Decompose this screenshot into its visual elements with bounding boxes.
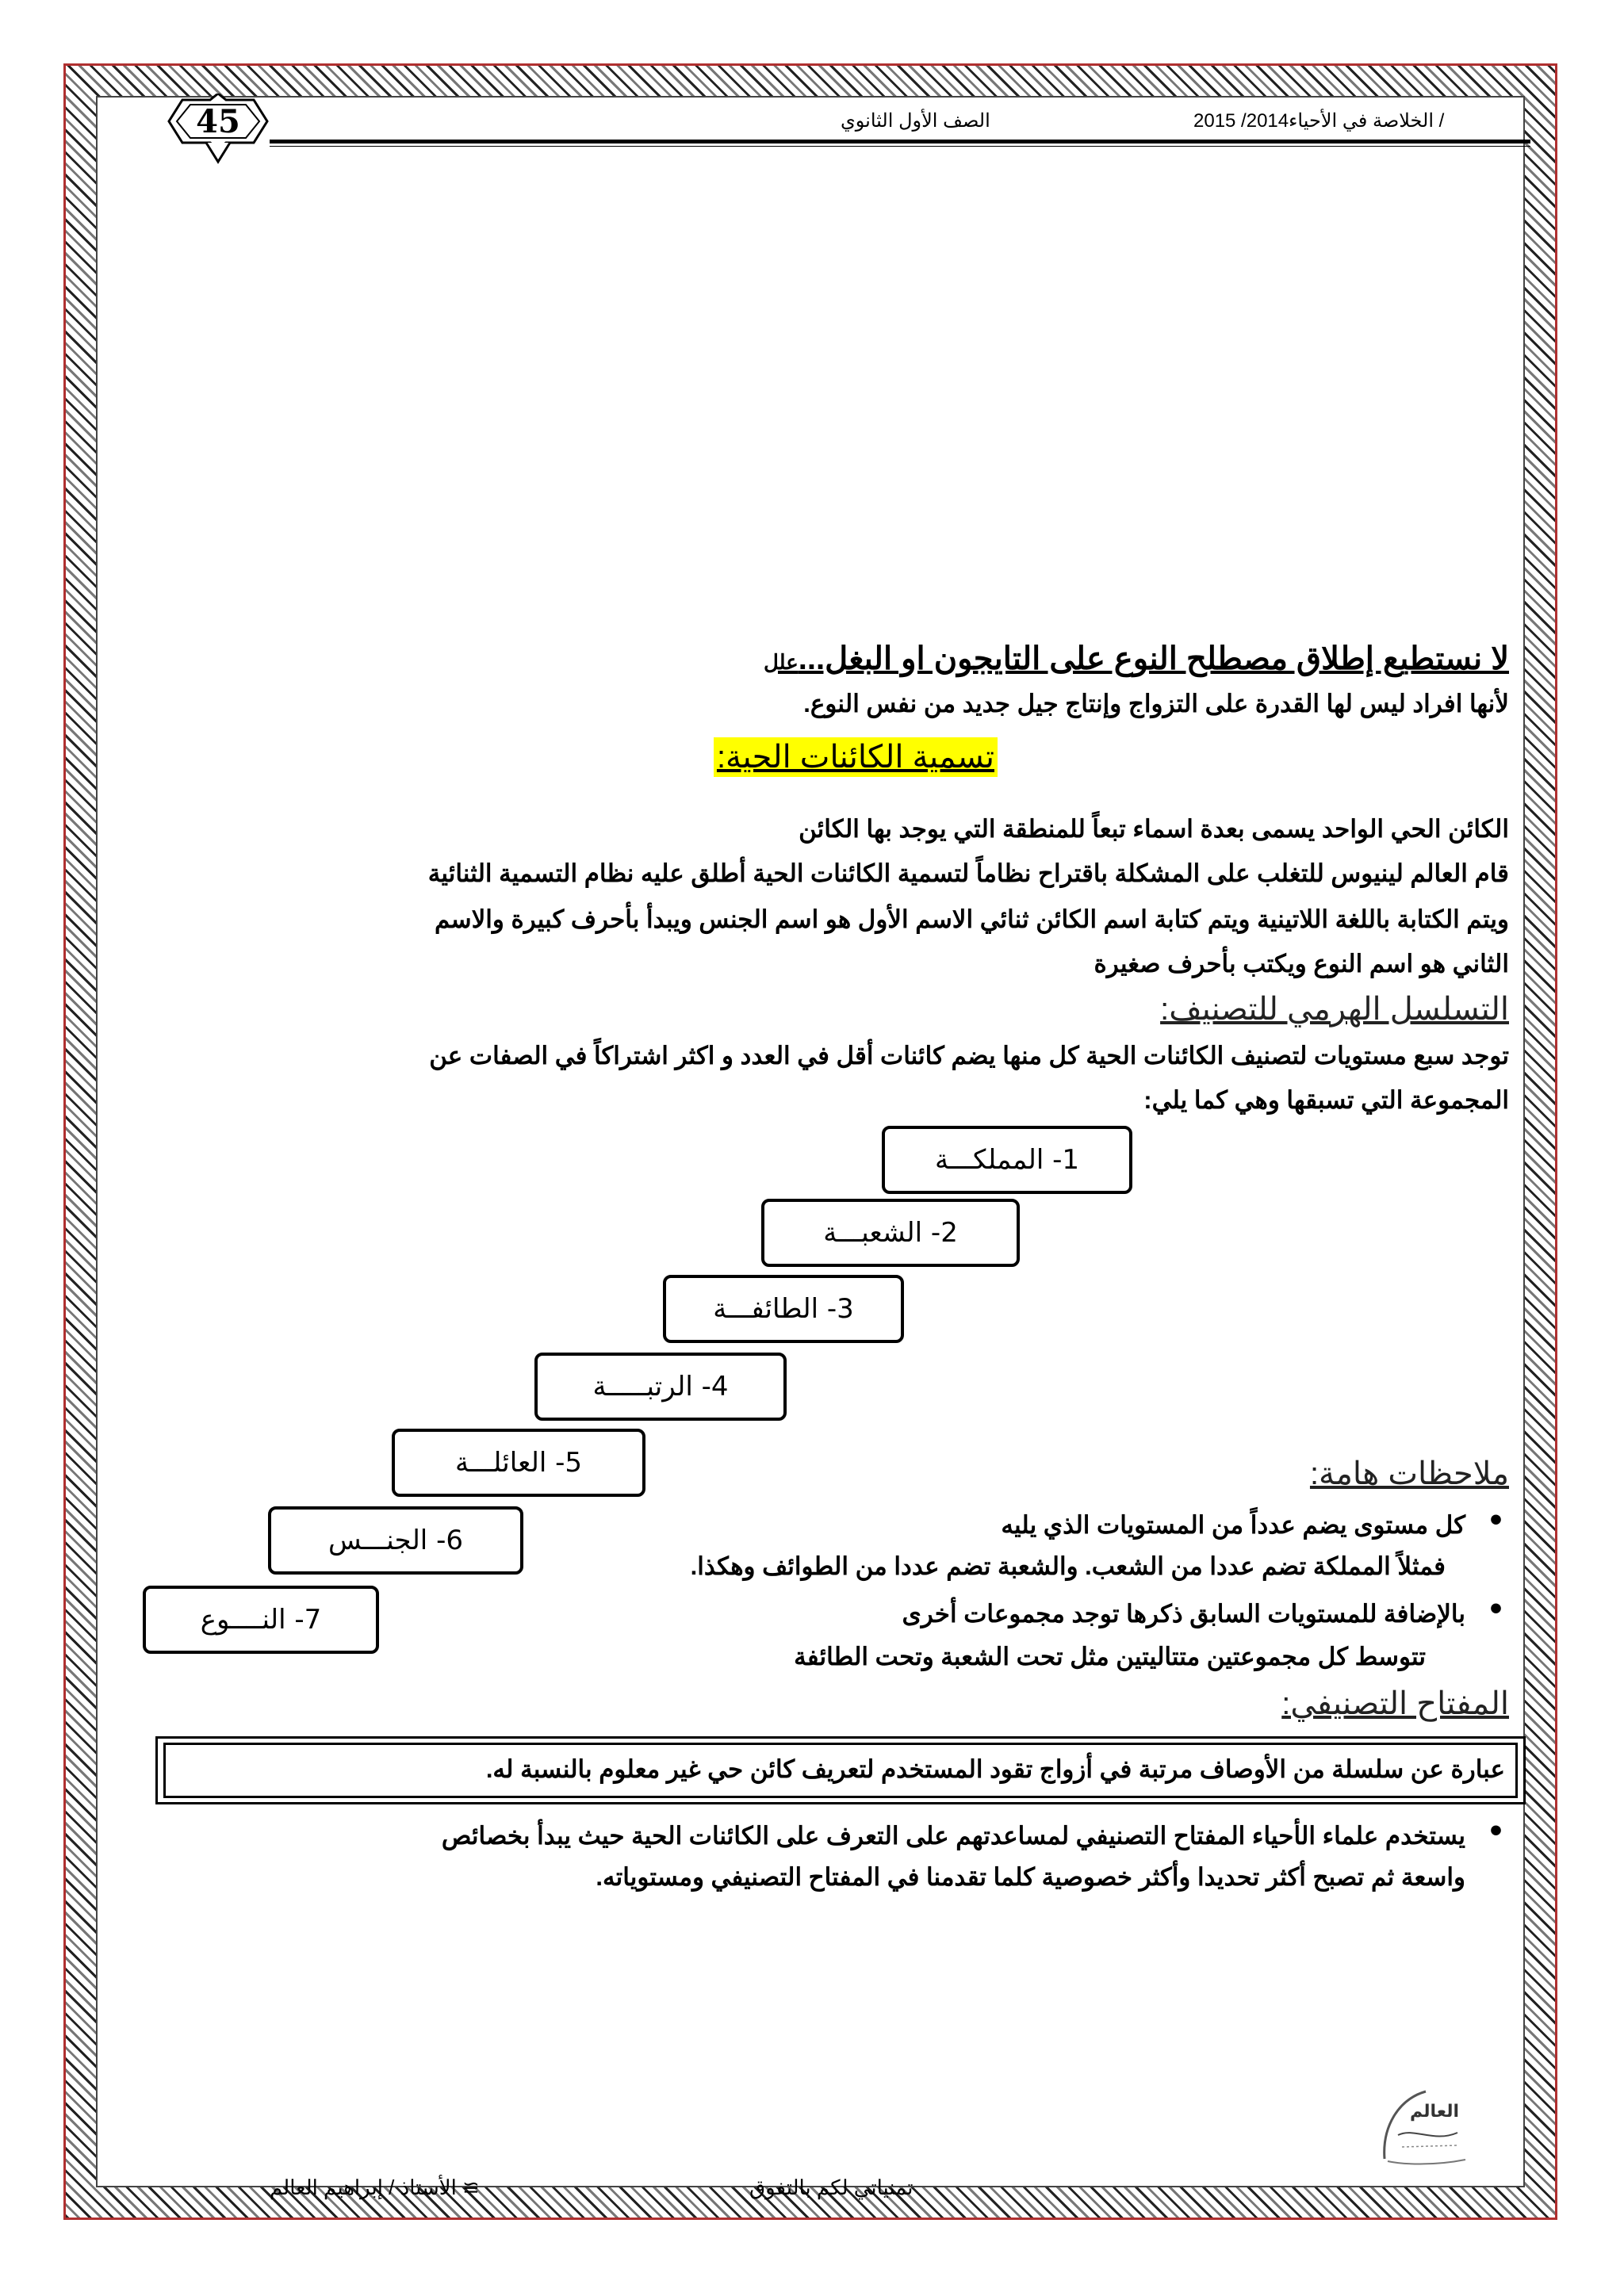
author-logo <box>1378 2084 1473 2171</box>
naming-line-3: ويتم الكتابة باللغة اللاتينية ويتم كتابة اسم الكائن ثنائي الاسم الأول هو اسم الجنس ويبدأ بأحرف كبيرة والاسم <box>434 905 1509 933</box>
grade-label: الصف الأول الثانوي <box>841 110 990 132</box>
hierarchy-line-2: المجموعة التي تسبقها وهي كما يلي: <box>1143 1086 1509 1114</box>
logo-text: العالم <box>1410 2102 1459 2122</box>
footer-wish: تمنياتي لكم بالتفوق <box>749 2175 914 2199</box>
key-usage-line-2: واسعة ثم تصبح أكثر تحديدا وأكثر خصوصية كلما تقدمنا في المفتاح التصنيفي ومستوياته. <box>596 1863 1465 1891</box>
question-title: لا نستطيع إطلاق مصطلح النوع على التايجون او البغل...علل <box>763 641 1509 676</box>
note-2-line-1: بالإضافة للمستويات السابق ذكرها توجد مجموعات أخرى <box>902 1600 1465 1628</box>
header-rule-thin <box>270 146 1530 147</box>
key-definition: عبارة عن سلسلة من الأوصاف مرتبة في أزواج تقود المستخدم لتعريف كائن حي غير معلوم بالنسبة له. <box>485 1755 1505 1783</box>
taxonomy-step-species: 7- النــــوع <box>143 1586 379 1654</box>
taxonomy-step-class: 3- الطائفـــة <box>663 1275 904 1343</box>
page-number: 45 <box>196 102 240 140</box>
taxonomy-step-family: 5- العائلـــة <box>392 1429 645 1497</box>
footer-teacher: ≅ الأستاذ / إبراهيم العالم <box>270 2175 480 2199</box>
key-usage-line-1: يستخدم علماء الأحياء المفتاح التصنيفي لمساعدتهم على التعرف على الكائنات الحية حيث يبدأ بخصائص <box>441 1822 1465 1850</box>
key-heading: المفتاح التصنيفي: <box>1281 1686 1509 1721</box>
book-title: / الخلاصة في الأحياء2014/ 2015 <box>1193 110 1445 132</box>
hierarchy-heading: التسلسل الهرمي للتصنيف: <box>1160 992 1509 1027</box>
taxonomy-step-kingdom: 1- المملكـــة <box>882 1126 1132 1194</box>
taxonomy-step-genus: 6- الجنـــس <box>268 1506 523 1575</box>
notes-heading: ملاحظات هامة: <box>1309 1456 1509 1491</box>
question-answer: لأنها افراد ليس لها القدرة على التزواج وإنتاج جيل جديد من نفس النوع. <box>803 690 1509 718</box>
naming-line-2: قام العالم لينيوس للتغلب على المشكلة باقتراح نظاماً لتسمية الكائنات الحية أطلق عليه نظام التسمية الثنائية <box>427 859 1509 887</box>
taxonomy-step-phylum: 2- الشعبـــة <box>761 1199 1020 1267</box>
question-tag: علل <box>763 650 799 674</box>
naming-heading: تسمية الكائنات الحية: <box>714 737 998 777</box>
note-2-line-2: تتوسط كل مجموعتين متتاليتين مثل تحت الشعبة وتحت الطائفة <box>794 1643 1426 1670</box>
bullet-dot: • <box>1486 1505 1505 1537</box>
bullet-dot: • <box>1486 1594 1505 1626</box>
naming-line-4: الثاني هو اسم النوع ويكتب بأحرف صغيرة <box>1094 950 1509 978</box>
taxonomy-step-order: 4- الرتبـــــة <box>534 1353 787 1421</box>
note-1-line-2: فمثلاً المملكة تضم عددا من الشعب. والشعبة تضم عددا من الطوائف وهكذا. <box>690 1552 1446 1580</box>
header-rule <box>270 140 1530 144</box>
hierarchy-line-1: توجد سبع مستويات لتصنيف الكائنات الحية كل منها يضم كائنات أقل في العدد و اكثر اشتراكاً في الصفات عن <box>429 1042 1509 1070</box>
naming-line-1: الكائن الحي الواحد يسمى بعدة اسماء تبعاً للمنطقة التي يوجد بها الكائن <box>799 815 1509 843</box>
note-1-line-1: كل مستوى يضم عدداً من المستويات الذي يليه <box>1001 1511 1465 1539</box>
bullet-dot: • <box>1486 1816 1505 1848</box>
